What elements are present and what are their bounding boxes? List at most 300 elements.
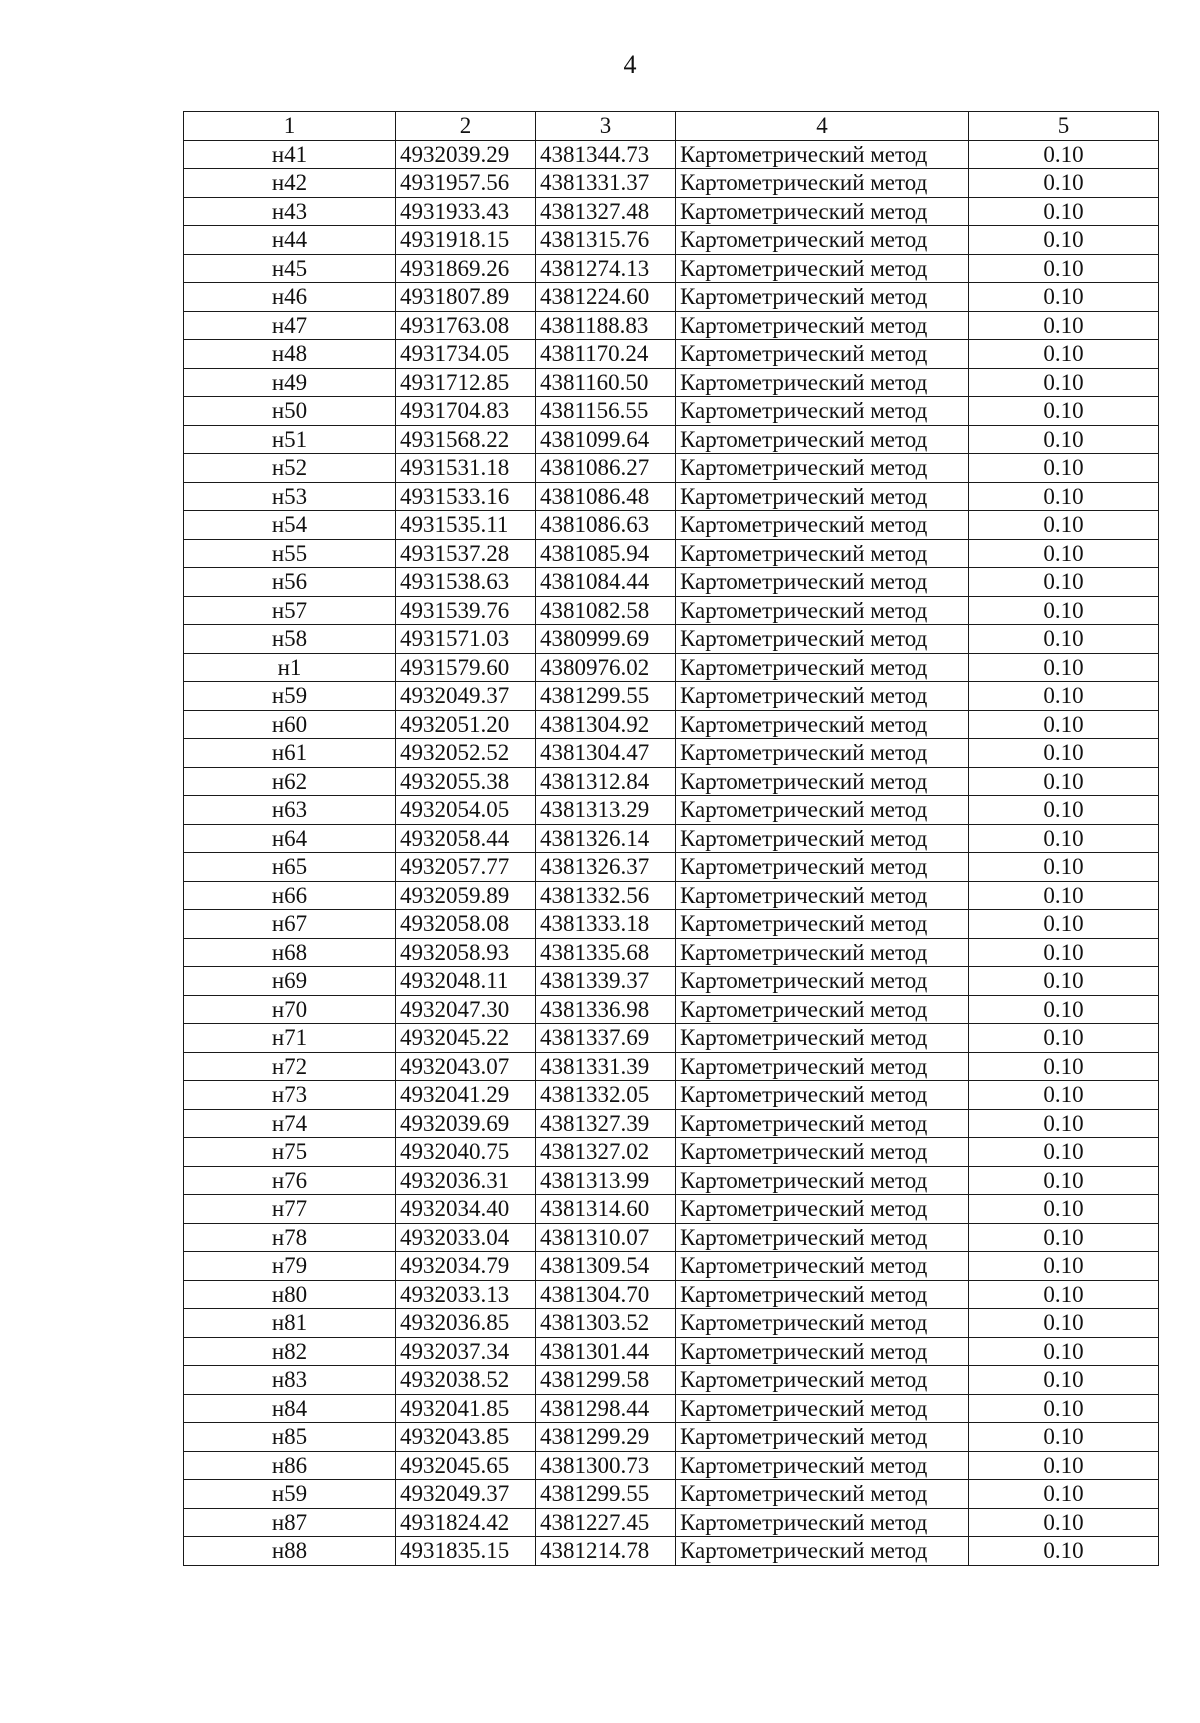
- table-row: [184, 1366, 1159, 1395]
- accuracy-cell: 0.10: [969, 1423, 1159, 1452]
- x-coordinate-cell: 4931712.85: [396, 368, 536, 397]
- accuracy-cell: 0.10: [969, 1052, 1159, 1081]
- x-coordinate-cell: 4932039.69: [396, 1109, 536, 1138]
- point-id-cell: н76: [184, 1166, 396, 1195]
- x-coordinate-cell: 4931531.18: [396, 454, 536, 483]
- method-cell: Картометрический метод: [676, 169, 969, 198]
- method-cell: Картометрический метод: [676, 1394, 969, 1423]
- table-row: [184, 454, 1159, 483]
- table-row: [184, 1508, 1159, 1537]
- table-row: [184, 1081, 1159, 1110]
- y-coordinate-cell: 4381304.92: [536, 710, 676, 739]
- method-cell: Картометрический метод: [676, 1451, 969, 1480]
- x-coordinate-cell: 4931704.83: [396, 397, 536, 426]
- accuracy-cell: 0.10: [969, 881, 1159, 910]
- x-coordinate-cell: 4932057.77: [396, 853, 536, 882]
- y-coordinate-cell: 4381304.47: [536, 739, 676, 768]
- y-coordinate-cell: 4381303.52: [536, 1309, 676, 1338]
- x-coordinate-cell: 4931579.60: [396, 653, 536, 682]
- y-coordinate-cell: 4381326.14: [536, 824, 676, 853]
- accuracy-cell: 0.10: [969, 1537, 1159, 1566]
- y-coordinate-cell: 4381315.76: [536, 226, 676, 255]
- point-id-cell: н63: [184, 796, 396, 825]
- accuracy-cell: 0.10: [969, 1480, 1159, 1509]
- accuracy-cell: 0.10: [969, 1024, 1159, 1053]
- x-coordinate-cell: 4932041.85: [396, 1394, 536, 1423]
- x-coordinate-cell: 4932052.52: [396, 739, 536, 768]
- point-id-cell: н73: [184, 1081, 396, 1110]
- table-row: [184, 254, 1159, 283]
- header-col-2: 2: [396, 112, 536, 141]
- table-row: [184, 511, 1159, 540]
- y-coordinate-cell: 4381313.29: [536, 796, 676, 825]
- point-id-cell: н65: [184, 853, 396, 882]
- accuracy-cell: 0.10: [969, 682, 1159, 711]
- point-id-cell: н44: [184, 226, 396, 255]
- method-cell: Картометрический метод: [676, 967, 969, 996]
- point-id-cell: н60: [184, 710, 396, 739]
- table-row: [184, 311, 1159, 340]
- table-row: [184, 1337, 1159, 1366]
- method-cell: Картометрический метод: [676, 1537, 969, 1566]
- table-row: [184, 1138, 1159, 1167]
- y-coordinate-cell: 4381336.98: [536, 995, 676, 1024]
- table-row: [184, 1451, 1159, 1480]
- accuracy-cell: 0.10: [969, 596, 1159, 625]
- table-row: [184, 767, 1159, 796]
- y-coordinate-cell: 4381344.73: [536, 140, 676, 169]
- point-id-cell: н80: [184, 1280, 396, 1309]
- point-id-cell: н58: [184, 625, 396, 654]
- y-coordinate-cell: 4381339.37: [536, 967, 676, 996]
- table-row: [184, 1109, 1159, 1138]
- point-id-cell: н74: [184, 1109, 396, 1138]
- y-coordinate-cell: 4381299.29: [536, 1423, 676, 1452]
- accuracy-cell: 0.10: [969, 454, 1159, 483]
- method-cell: Картометрический метод: [676, 568, 969, 597]
- accuracy-cell: 0.10: [969, 340, 1159, 369]
- accuracy-cell: 0.10: [969, 1138, 1159, 1167]
- point-id-cell: н61: [184, 739, 396, 768]
- accuracy-cell: 0.10: [969, 967, 1159, 996]
- point-id-cell: н81: [184, 1309, 396, 1338]
- method-cell: Картометрический метод: [676, 397, 969, 426]
- table-row: [184, 397, 1159, 426]
- y-coordinate-cell: 4381188.83: [536, 311, 676, 340]
- method-cell: Картометрический метод: [676, 226, 969, 255]
- table-row: [184, 1252, 1159, 1281]
- accuracy-cell: 0.10: [969, 1109, 1159, 1138]
- header-row: [184, 112, 1159, 141]
- accuracy-cell: 0.10: [969, 311, 1159, 340]
- method-cell: Картометрический метод: [676, 539, 969, 568]
- method-cell: Картометрический метод: [676, 1366, 969, 1395]
- point-id-cell: н53: [184, 482, 396, 511]
- table-row: [184, 653, 1159, 682]
- method-cell: Картометрический метод: [676, 796, 969, 825]
- x-coordinate-cell: 4931763.08: [396, 311, 536, 340]
- method-cell: Картометрический метод: [676, 197, 969, 226]
- table-header: [184, 112, 1159, 141]
- y-coordinate-cell: 4381327.39: [536, 1109, 676, 1138]
- accuracy-cell: 0.10: [969, 254, 1159, 283]
- accuracy-cell: 0.10: [969, 539, 1159, 568]
- method-cell: Картометрический метод: [676, 1024, 969, 1053]
- header-col-5: 5: [969, 112, 1159, 141]
- x-coordinate-cell: 4931835.15: [396, 1537, 536, 1566]
- accuracy-cell: 0.10: [969, 796, 1159, 825]
- method-cell: Картометрический метод: [676, 739, 969, 768]
- point-id-cell: н59: [184, 682, 396, 711]
- y-coordinate-cell: 4381312.84: [536, 767, 676, 796]
- y-coordinate-cell: 4381299.58: [536, 1366, 676, 1395]
- point-id-cell: н64: [184, 824, 396, 853]
- table-row: [184, 824, 1159, 853]
- accuracy-cell: 0.10: [969, 425, 1159, 454]
- table-row: [184, 1423, 1159, 1452]
- method-cell: Картометрический метод: [676, 625, 969, 654]
- table-row: [184, 1280, 1159, 1309]
- x-coordinate-cell: 4932040.75: [396, 1138, 536, 1167]
- y-coordinate-cell: 4381301.44: [536, 1337, 676, 1366]
- y-coordinate-cell: 4381300.73: [536, 1451, 676, 1480]
- accuracy-cell: 0.10: [969, 226, 1159, 255]
- point-id-cell: н56: [184, 568, 396, 597]
- y-coordinate-cell: 4380976.02: [536, 653, 676, 682]
- y-coordinate-cell: 4381156.55: [536, 397, 676, 426]
- method-cell: Картометрический метод: [676, 140, 969, 169]
- accuracy-cell: 0.10: [969, 1394, 1159, 1423]
- table-row: [184, 368, 1159, 397]
- accuracy-cell: 0.10: [969, 1252, 1159, 1281]
- method-cell: Картометрический метод: [676, 1508, 969, 1537]
- x-coordinate-cell: 4931807.89: [396, 283, 536, 312]
- method-cell: Картометрический метод: [676, 1166, 969, 1195]
- accuracy-cell: 0.10: [969, 853, 1159, 882]
- x-coordinate-cell: 4931734.05: [396, 340, 536, 369]
- accuracy-cell: 0.10: [969, 568, 1159, 597]
- method-cell: Картометрический метод: [676, 1109, 969, 1138]
- x-coordinate-cell: 4932033.04: [396, 1223, 536, 1252]
- y-coordinate-cell: 4381327.02: [536, 1138, 676, 1167]
- x-coordinate-cell: 4931824.42: [396, 1508, 536, 1537]
- point-id-cell: н84: [184, 1394, 396, 1423]
- header-col-4: 4: [676, 112, 969, 141]
- table-row: [184, 710, 1159, 739]
- point-id-cell: н78: [184, 1223, 396, 1252]
- table-row: [184, 1537, 1159, 1566]
- y-coordinate-cell: 4381160.50: [536, 368, 676, 397]
- accuracy-cell: 0.10: [969, 511, 1159, 540]
- y-coordinate-cell: 4381085.94: [536, 539, 676, 568]
- y-coordinate-cell: 4381299.55: [536, 682, 676, 711]
- point-id-cell: н71: [184, 1024, 396, 1053]
- y-coordinate-cell: 4381327.48: [536, 197, 676, 226]
- point-id-cell: н62: [184, 767, 396, 796]
- y-coordinate-cell: 4381086.63: [536, 511, 676, 540]
- point-id-cell: н79: [184, 1252, 396, 1281]
- table-row: [184, 1223, 1159, 1252]
- y-coordinate-cell: 4381214.78: [536, 1537, 676, 1566]
- table-row: [184, 938, 1159, 967]
- point-id-cell: н54: [184, 511, 396, 540]
- method-cell: Картометрический метод: [676, 1480, 969, 1509]
- y-coordinate-cell: 4381326.37: [536, 853, 676, 882]
- x-coordinate-cell: 4931537.28: [396, 539, 536, 568]
- method-cell: Картометрический метод: [676, 1280, 969, 1309]
- x-coordinate-cell: 4932034.40: [396, 1195, 536, 1224]
- x-coordinate-cell: 4932047.30: [396, 995, 536, 1024]
- point-id-cell: н52: [184, 454, 396, 483]
- point-id-cell: н42: [184, 169, 396, 198]
- table-row: [184, 1195, 1159, 1224]
- y-coordinate-cell: 4381337.69: [536, 1024, 676, 1053]
- point-id-cell: н70: [184, 995, 396, 1024]
- y-coordinate-cell: 4381099.64: [536, 425, 676, 454]
- table-row: [184, 539, 1159, 568]
- header-col-1: 1: [184, 112, 396, 141]
- method-cell: Картометрический метод: [676, 682, 969, 711]
- table-row: [184, 1024, 1159, 1053]
- method-cell: Картометрический метод: [676, 596, 969, 625]
- accuracy-cell: 0.10: [969, 1366, 1159, 1395]
- point-id-cell: н87: [184, 1508, 396, 1537]
- table-row: [184, 283, 1159, 312]
- table-row: [184, 1394, 1159, 1423]
- point-id-cell: н83: [184, 1366, 396, 1395]
- x-coordinate-cell: 4931918.15: [396, 226, 536, 255]
- accuracy-cell: 0.10: [969, 1223, 1159, 1252]
- table-row: [184, 1309, 1159, 1338]
- x-coordinate-cell: 4932038.52: [396, 1366, 536, 1395]
- method-cell: Картометрический метод: [676, 254, 969, 283]
- y-coordinate-cell: 4381086.48: [536, 482, 676, 511]
- method-cell: Картометрический метод: [676, 1081, 969, 1110]
- accuracy-cell: 0.10: [969, 739, 1159, 768]
- header-col-3: 3: [536, 112, 676, 141]
- method-cell: Картометрический метод: [676, 881, 969, 910]
- accuracy-cell: 0.10: [969, 995, 1159, 1024]
- method-cell: Картометрический метод: [676, 1138, 969, 1167]
- accuracy-cell: 0.10: [969, 197, 1159, 226]
- table-row: [184, 140, 1159, 169]
- y-coordinate-cell: 4381335.68: [536, 938, 676, 967]
- table-row: [184, 995, 1159, 1024]
- table-row: [184, 425, 1159, 454]
- table-row: [184, 853, 1159, 882]
- accuracy-cell: 0.10: [969, 397, 1159, 426]
- table-row: [184, 881, 1159, 910]
- x-coordinate-cell: 4931957.56: [396, 169, 536, 198]
- point-id-cell: н82: [184, 1337, 396, 1366]
- accuracy-cell: 0.10: [969, 1451, 1159, 1480]
- method-cell: Картометрический метод: [676, 482, 969, 511]
- table-row: [184, 796, 1159, 825]
- point-id-cell: н57: [184, 596, 396, 625]
- point-id-cell: н59: [184, 1480, 396, 1509]
- x-coordinate-cell: 4931869.26: [396, 254, 536, 283]
- method-cell: Картометрический метод: [676, 1423, 969, 1452]
- y-coordinate-cell: 4381086.27: [536, 454, 676, 483]
- accuracy-cell: 0.10: [969, 1081, 1159, 1110]
- accuracy-cell: 0.10: [969, 283, 1159, 312]
- x-coordinate-cell: 4932059.89: [396, 881, 536, 910]
- point-id-cell: н75: [184, 1138, 396, 1167]
- method-cell: Картометрический метод: [676, 938, 969, 967]
- x-coordinate-cell: 4932055.38: [396, 767, 536, 796]
- x-coordinate-cell: 4932036.85: [396, 1309, 536, 1338]
- method-cell: Картометрический метод: [676, 995, 969, 1024]
- point-id-cell: н50: [184, 397, 396, 426]
- y-coordinate-cell: 4381084.44: [536, 568, 676, 597]
- accuracy-cell: 0.10: [969, 1195, 1159, 1224]
- y-coordinate-cell: 4381333.18: [536, 910, 676, 939]
- point-id-cell: н41: [184, 140, 396, 169]
- point-id-cell: н47: [184, 311, 396, 340]
- accuracy-cell: 0.10: [969, 482, 1159, 511]
- method-cell: Картометрический метод: [676, 910, 969, 939]
- y-coordinate-cell: 4381310.07: [536, 1223, 676, 1252]
- x-coordinate-cell: 4932034.79: [396, 1252, 536, 1281]
- point-id-cell: н1: [184, 653, 396, 682]
- x-coordinate-cell: 4932033.13: [396, 1280, 536, 1309]
- accuracy-cell: 0.10: [969, 710, 1159, 739]
- method-cell: Картометрический метод: [676, 653, 969, 682]
- y-coordinate-cell: 4381298.44: [536, 1394, 676, 1423]
- point-id-cell: н43: [184, 197, 396, 226]
- table-row: [184, 910, 1159, 939]
- x-coordinate-cell: 4932049.37: [396, 682, 536, 711]
- table-row: [184, 596, 1159, 625]
- y-coordinate-cell: 4381313.99: [536, 1166, 676, 1195]
- method-cell: Картометрический метод: [676, 311, 969, 340]
- x-coordinate-cell: 4932045.65: [396, 1451, 536, 1480]
- accuracy-cell: 0.10: [969, 1166, 1159, 1195]
- x-coordinate-cell: 4931571.03: [396, 625, 536, 654]
- x-coordinate-cell: 4932043.85: [396, 1423, 536, 1452]
- method-cell: Картометрический метод: [676, 824, 969, 853]
- page-number: 4: [623, 50, 637, 79]
- table-row: [184, 682, 1159, 711]
- point-id-cell: н88: [184, 1537, 396, 1566]
- x-coordinate-cell: 4932037.34: [396, 1337, 536, 1366]
- x-coordinate-cell: 4931533.16: [396, 482, 536, 511]
- x-coordinate-cell: 4932058.08: [396, 910, 536, 939]
- table-row: [184, 1480, 1159, 1509]
- accuracy-cell: 0.10: [969, 653, 1159, 682]
- x-coordinate-cell: 4931539.76: [396, 596, 536, 625]
- x-coordinate-cell: 4932049.37: [396, 1480, 536, 1509]
- point-id-cell: н51: [184, 425, 396, 454]
- method-cell: Картометрический метод: [676, 1195, 969, 1224]
- point-id-cell: н86: [184, 1451, 396, 1480]
- accuracy-cell: 0.10: [969, 910, 1159, 939]
- accuracy-cell: 0.10: [969, 1280, 1159, 1309]
- table-body: [184, 140, 1159, 1565]
- method-cell: Картометрический метод: [676, 368, 969, 397]
- accuracy-cell: 0.10: [969, 1309, 1159, 1338]
- method-cell: Картометрический метод: [676, 1052, 969, 1081]
- y-coordinate-cell: 4381082.58: [536, 596, 676, 625]
- x-coordinate-cell: 4932036.31: [396, 1166, 536, 1195]
- table-row: [184, 1052, 1159, 1081]
- table-row: [184, 568, 1159, 597]
- coordinates-table: [183, 111, 1159, 1566]
- x-coordinate-cell: 4931535.11: [396, 511, 536, 540]
- method-cell: Картометрический метод: [676, 454, 969, 483]
- y-coordinate-cell: 4381304.70: [536, 1280, 676, 1309]
- y-coordinate-cell: 4381274.13: [536, 254, 676, 283]
- point-id-cell: н66: [184, 881, 396, 910]
- method-cell: Картометрический метод: [676, 767, 969, 796]
- method-cell: Картометрический метод: [676, 511, 969, 540]
- y-coordinate-cell: 4381314.60: [536, 1195, 676, 1224]
- y-coordinate-cell: 4381227.45: [536, 1508, 676, 1537]
- table-row: [184, 169, 1159, 198]
- x-coordinate-cell: 4932041.29: [396, 1081, 536, 1110]
- accuracy-cell: 0.10: [969, 938, 1159, 967]
- table-row: [184, 197, 1159, 226]
- x-coordinate-cell: 4932051.20: [396, 710, 536, 739]
- table-row: [184, 967, 1159, 996]
- point-id-cell: н55: [184, 539, 396, 568]
- table-row: [184, 226, 1159, 255]
- method-cell: Картометрический метод: [676, 340, 969, 369]
- x-coordinate-cell: 4931568.22: [396, 425, 536, 454]
- method-cell: Картометрический метод: [676, 1223, 969, 1252]
- point-id-cell: н45: [184, 254, 396, 283]
- point-id-cell: н46: [184, 283, 396, 312]
- point-id-cell: н69: [184, 967, 396, 996]
- point-id-cell: н49: [184, 368, 396, 397]
- y-coordinate-cell: 4381309.54: [536, 1252, 676, 1281]
- y-coordinate-cell: 4381170.24: [536, 340, 676, 369]
- accuracy-cell: 0.10: [969, 169, 1159, 198]
- method-cell: Картометрический метод: [676, 1252, 969, 1281]
- accuracy-cell: 0.10: [969, 368, 1159, 397]
- y-coordinate-cell: 4381224.60: [536, 283, 676, 312]
- accuracy-cell: 0.10: [969, 625, 1159, 654]
- table-row: [184, 1166, 1159, 1195]
- table-row: [184, 625, 1159, 654]
- x-coordinate-cell: 4932048.11: [396, 967, 536, 996]
- x-coordinate-cell: 4932058.44: [396, 824, 536, 853]
- y-coordinate-cell: 4381331.39: [536, 1052, 676, 1081]
- x-coordinate-cell: 4931538.63: [396, 568, 536, 597]
- point-id-cell: н68: [184, 938, 396, 967]
- x-coordinate-cell: 4932043.07: [396, 1052, 536, 1081]
- point-id-cell: н77: [184, 1195, 396, 1224]
- point-id-cell: н85: [184, 1423, 396, 1452]
- y-coordinate-cell: 4381332.56: [536, 881, 676, 910]
- x-coordinate-cell: 4932039.29: [396, 140, 536, 169]
- method-cell: Картометрический метод: [676, 1309, 969, 1338]
- x-coordinate-cell: 4932054.05: [396, 796, 536, 825]
- point-id-cell: н67: [184, 910, 396, 939]
- point-id-cell: н48: [184, 340, 396, 369]
- table-row: [184, 482, 1159, 511]
- y-coordinate-cell: 4380999.69: [536, 625, 676, 654]
- method-cell: Картометрический метод: [676, 283, 969, 312]
- table-row: [184, 340, 1159, 369]
- method-cell: Картометрический метод: [676, 425, 969, 454]
- x-coordinate-cell: 4931933.43: [396, 197, 536, 226]
- method-cell: Картометрический метод: [676, 1337, 969, 1366]
- accuracy-cell: 0.10: [969, 1508, 1159, 1537]
- accuracy-cell: 0.10: [969, 1337, 1159, 1366]
- method-cell: Картометрический метод: [676, 710, 969, 739]
- accuracy-cell: 0.10: [969, 140, 1159, 169]
